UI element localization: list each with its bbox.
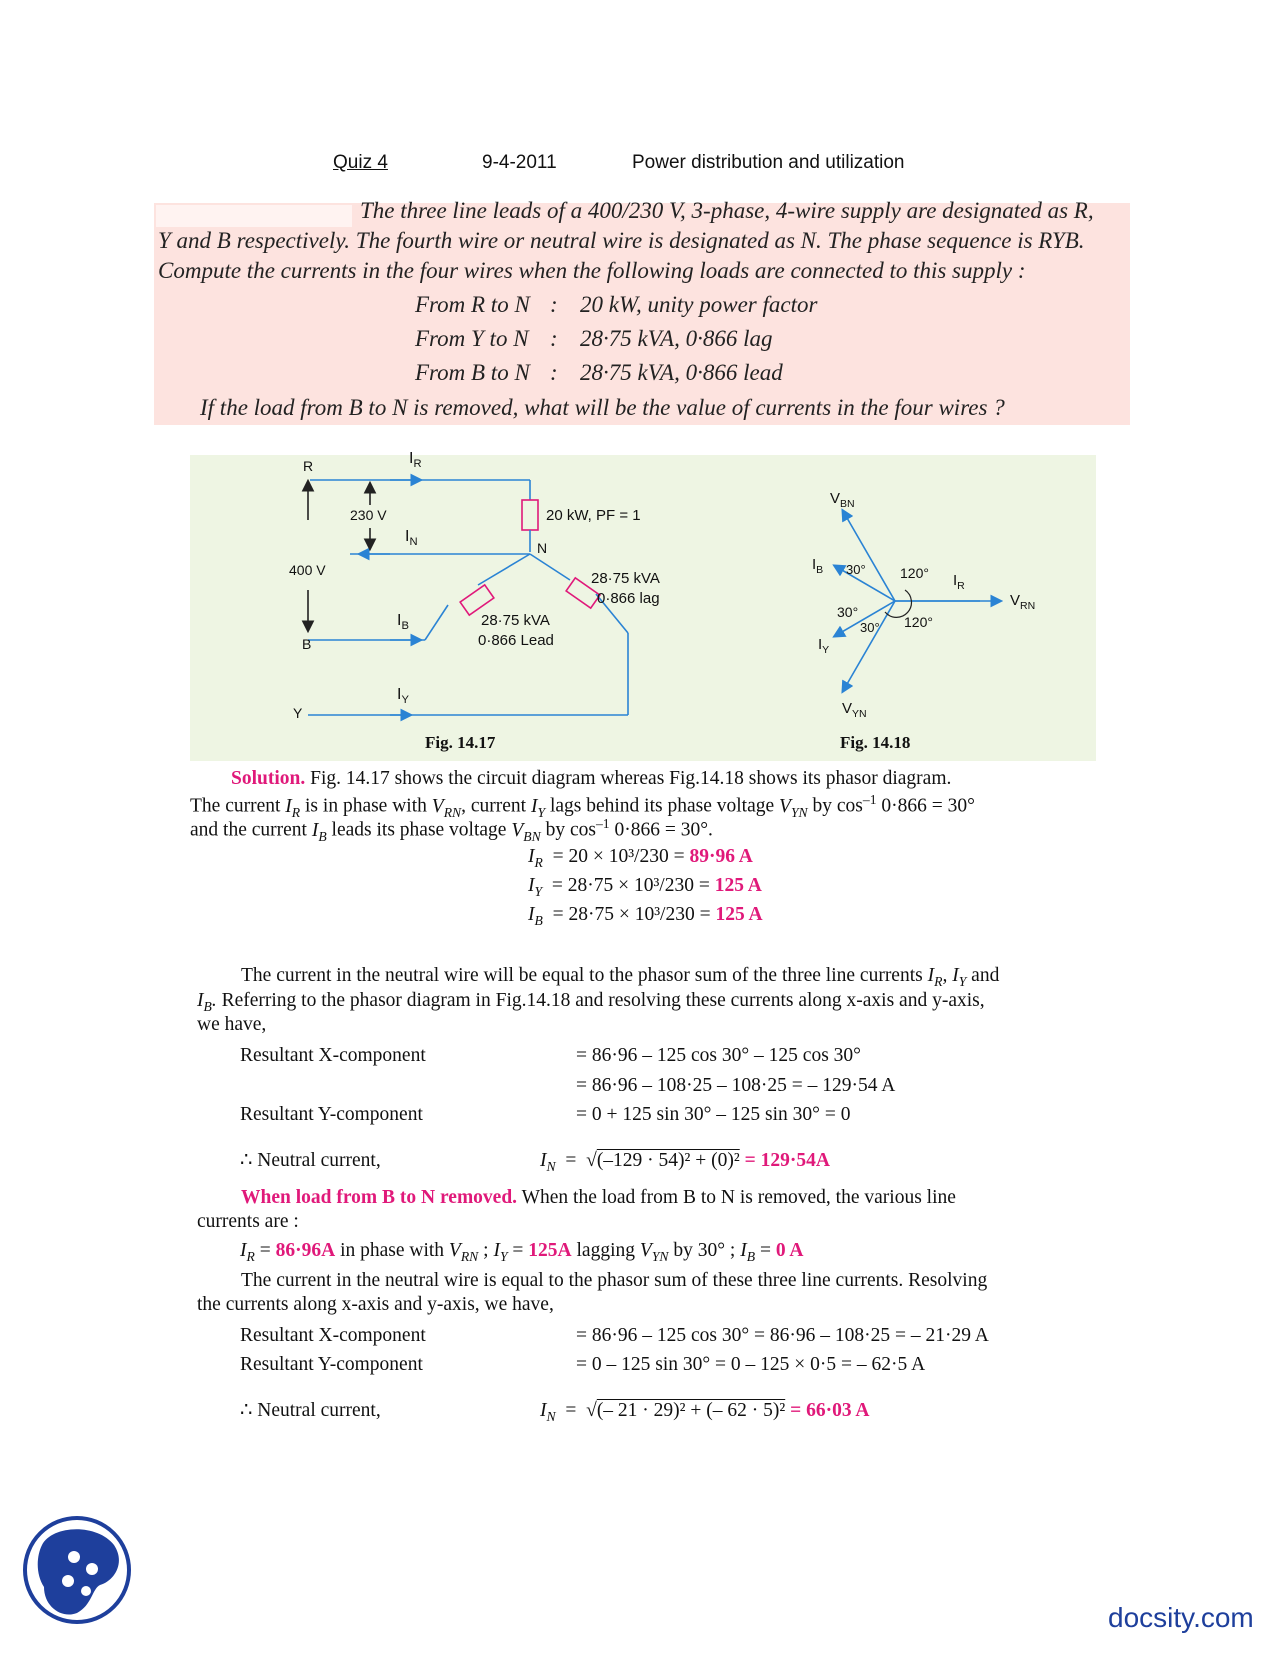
label-IY-phasor: $I_Y$ [818,636,830,656]
resX2-label: Resultant X-component [240,1325,426,1346]
solution-line-2: The current $I_R$ is in phase with $V_{RN}$, current $I_Y$ lags behind its phase voltage $V_{YN}$ by $\cos^{-1} 0\cdot 866 = 30^\circ$ [190,792,975,820]
para3-line-2: the currents along x-axis and y-axis, we have, [197,1294,554,1315]
removed-line-2: currents are : [197,1211,299,1232]
label-IB: $I_B$ [397,612,409,633]
label-R: R [303,458,314,474]
label-VYN: $V_{YN}$ [842,700,867,720]
label-load-Y-2: 0·866 lag [597,590,660,607]
label-400V: 400 V [289,562,326,578]
voltage-arrows [308,482,370,630]
resX-line-2: = 86·96 – 108·25 – 108·25 = – 129·54 A [576,1075,896,1096]
neutral-current-label: ∴ Neutral current, [240,1150,381,1171]
load-sep: : [550,292,558,317]
angle-30-c: 30° [860,620,880,635]
para3-line-1: The current in the neutral wire is equal to the phasor sum of these three line currents. Resolving [241,1270,988,1291]
label-load-B-2: 0·866 Lead [478,632,554,649]
para2-line-1: The current in the neutral wire will be equal to the phasor sum of the three line currents $I_R$, $I_Y$ and [241,965,1000,989]
load-R [522,500,538,530]
label-load-Y-1: 28·75 kVA [591,570,660,587]
solution-line-1: Solution. Fig. 14.17 shows the circuit diagram whereas Fig.14.18 shows its phasor diagram. [231,768,952,789]
label-IR: $I_R$ [409,450,422,471]
load-sep: : [550,326,558,351]
problem-question: If the load from B to N is removed, what will be the value of currents in the four wires ? [200,395,1005,420]
load-from: From B to N [415,360,530,385]
label-load-R: 20 kW, PF = 1 [546,507,641,524]
angle-120-a: 120° [900,565,929,581]
load-sep: : [550,360,558,385]
neutral-current-eq: $I_N = √(-129 \cdot 54)^2 + (0)^2 = 129\cdot 54A$ [540,1150,830,1174]
solution-line-3: and the current $I_B$ leads its phase voltage $V_{BN}$ by $\cos^{-1} 0\cdot 866 = 30^\circ$. [190,816,713,844]
label-VBN: $V_{BN}$ [830,490,855,510]
neutral2-label: ∴ Neutral current, [240,1400,381,1421]
label-IY: $I_Y$ [397,686,409,707]
load-B [460,585,494,615]
load-value: 20 kW, unity power factor [580,292,818,317]
load-from: From R to N [415,292,530,317]
para2-line-2: $I_B$. Referring to the phasor diagram in Fig.14.18 and resolving these currents along x-axis and y-axis, [197,990,985,1014]
label-IR-phasor: $I_R$ [953,572,965,592]
docsity-logo-icon [22,1515,132,1625]
phasor-diagram [835,511,1000,691]
label-N: N [537,540,548,556]
resX-label: Resultant X-component [240,1045,426,1066]
fig-14-18-caption: Fig. 14.18 [840,733,911,752]
problem-line-3: Compute the currents in the four wires when the following loads are connected to this supply : [158,258,1026,283]
quiz-title: Quiz 4 [333,152,388,173]
eq-IR: $I_R = 20 \times 10^3/230 = 89\cdot 96$ A [528,846,753,870]
problem-line-1: The three line leads of a 400/230 V, 3-phase, 4-wire supply are designated as R, [360,198,1094,223]
label-Y: Y [293,705,303,721]
docsity-brand[interactable]: docsity.com [1108,1602,1254,1633]
label-230V: 230 V [350,507,387,523]
wire-N-B [478,554,530,585]
label-IB-phasor: $I_B$ [812,556,824,576]
resY2-label: Resultant Y-component [240,1354,423,1375]
removed-line-1: When load from B to N removed. When the load from B to N is removed, the various line [241,1187,956,1208]
angle-30-b: 30° [837,604,859,620]
eq-IB: $I_B = 28\cdot 75 \times 10^3/230 = 125$ A [528,904,763,928]
quiz-date: 9-4-2011 [482,152,557,173]
course-title: Power distribution and utilization [632,152,905,173]
neutral2-eq: $I_N$ = √(– 21 · 29)² + (– 62 · 5)² = 66·03 A [540,1400,870,1424]
resY-line-1: = 0 + 125 sin 30° – 125 sin 30° = 0 [576,1104,851,1125]
angle-30-a: 30° [846,562,866,577]
label-B: B [302,636,312,652]
para2-line-3: we have, [197,1014,267,1035]
resX2-value: = 86·96 – 125 cos 30° = 86·96 – 108·25 = – 21·29 A [576,1325,989,1346]
wire-B-load-lower [425,605,448,640]
wire-N-Y [530,554,570,580]
resY-label: Resultant Y-component [240,1104,423,1125]
VBN-phasor [843,511,895,601]
angle-120-b: 120° [904,614,933,630]
label-IN: $I_N$ [405,528,418,549]
resY2-value: = 0 – 125 sin 30° = 0 – 125 × 0·5 = – 62·5 A [576,1354,926,1375]
load-value: 28·75 kVA, 0·866 lead [580,360,783,385]
label-load-B-1: 28·75 kVA [481,612,550,629]
removed-line-3: $I_R = 86\cdot 96A$ in phase with $V_{RN}$ ; $I_Y = 125A$ lagging $V_{YN}$ by 30° ; $I_B = 0$ A [240,1240,804,1264]
resX-line-1: = 86·96 – 125 cos 30° – 125 cos 30° [576,1045,861,1066]
load-from: From Y to N [415,326,529,351]
label-VRN: $V_{RN}$ [1010,592,1036,612]
load-value: 28·75 kVA, 0·866 lag [580,326,773,351]
problem-line-2: Y and B respectively. The fourth wire or neutral wire is designated as N. The phase sequence is RYB. [158,228,1085,253]
fig-14-17-caption: Fig. 14.17 [425,733,496,752]
eq-IY: $I_Y = 28\cdot 75 \times 10^3/230 = 125$ A [528,875,762,899]
